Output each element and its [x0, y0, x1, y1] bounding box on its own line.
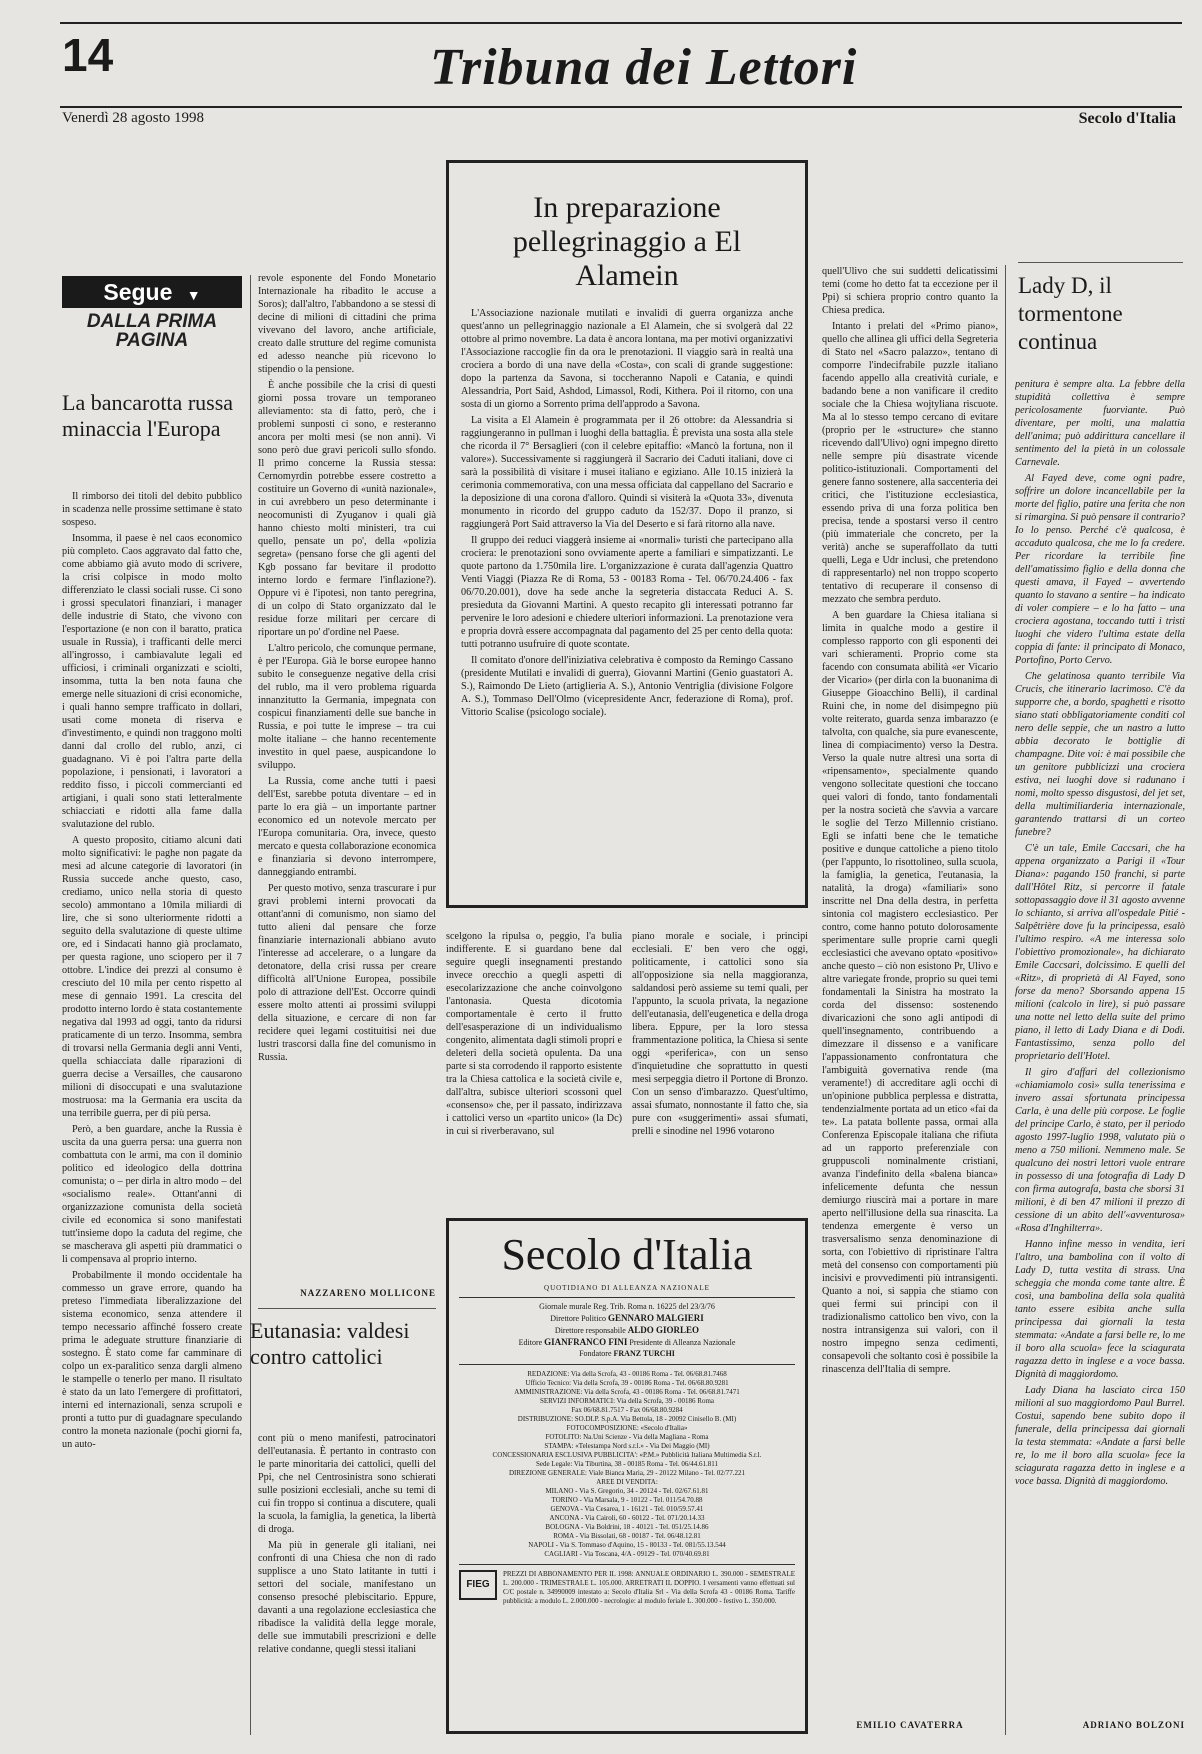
director-label: Direttore Politico	[550, 1314, 606, 1323]
responsible-name: ALDO GIORLEO	[627, 1325, 700, 1335]
imprint-detail-line: CAGLIARI - Via Toscana, 4/A - 09129 - Tel. 070/40.69.81	[544, 1550, 710, 1558]
paragraph: Il comitato d'onore dell'iniziativa celebrativa è composto da Remingo Cassano (presidente Mutilati e invalidi di guerra), Giovanni Martini (Genio guastatori A. S.), Raimondo De Lieto (artiglieria A. S.), Antonio Ventriglia (divisione Folgore A. S.), Tommaso Dell'Olmo (vicepresidente Ancr, federazione di Roma), prof. Vittorio Scalise (psicologo sociale).	[461, 655, 793, 718]
paragraph: Ma più in generale gli italiani, nei confronti di una Chiesa che non di rado supplisce a uno Stato latitante in tutti i settori del sociale, manifestano un consenso presoché plebiscitario. Eppure, davanti a una regolazione ecclesiastica che ribadisce la validità della legge morale, delle sue immutabili prescrizioni e delle relative condanne, quegli stessi italiani	[258, 1540, 436, 1655]
paragraph: revole esponente del Fondo Monetario Internazionale ha ribadito le accuse a Soros); dall'altro, l'abbandono a se stessi di decine di milioni di cittadini che prima vivevano del lavoro, anche artificiale, creato dalle strutture del regime comunista ed adesso neanche più ricevono lo stipendio o la pensione.	[258, 273, 436, 375]
founder-label: Fondatore	[579, 1349, 612, 1358]
paragraph: Il gruppo dei reduci viaggerà insieme ai «normali» turisti che partecipano alla crociera: le prenotazioni sono ovviamente aperte a familiari e simpatizzanti. Le quote partono da 1.750mila lire. L'organizzazione è curata dall'agenzia Quattro Venti Viaggi (Piazza Re di Roma, 53 - 00183 Roma - Tel. 06/70.24.406 - fax 06/70.20.001), dove ha sede anche la segreteria distaccata Reduci A. S. presieduta da Giovanni Martini. A questo recapito gli interessati potranno far pervenire le loro adesioni e chiedere ulteriori informazioni. La prenotazione vera e propria dovrà essere accompagnata dal pagamento del 25 per cento della quota: tutti potranno usufruire di quote scontate.	[461, 535, 793, 650]
column-divider	[1005, 265, 1006, 1735]
imprint-detail-line: STAMPA: «Telestampa Nord s.r.l.» - Via Dei Maggio (MI)	[544, 1442, 710, 1450]
pilgrimage-headline: In preparazione pellegrinaggio a El Alamein	[512, 191, 742, 292]
imprint-detail-line: REDAZIONE: Via della Scrofa, 43 - 00186 Roma - Tel. 06/68.81.7468	[527, 1370, 727, 1378]
imprint-subtitle: QUOTIDIANO DI ALLEANZA NAZIONALE	[544, 1284, 710, 1292]
paragraph: quell'Ulivo che sui suddetti delicatissimi temi (come ho detto fat ta eccezione per il Ppi) si schiera proprio contro quanto la Chiesa predica.	[822, 266, 998, 316]
paragraph: L'altro pericolo, che comunque permane, è per l'Europa. Già le borse europee hanno subito le conseguenze negative della crisi del rublo, ma il vero problema riguarda innanzitutto la Germania, impegnata con cospicui finanziamenti delle sue banche in Russia, e poi tutte le imprese – tra cui molte italiane – che hanno recentemente investito in quel paese, auspicandone lo sviluppo.	[258, 643, 436, 771]
imprint-detail-line: Ufficio Tecnico: Via della Scrofa, 39 - 00186 Roma - Tel. 06/68.80.9281	[525, 1379, 729, 1387]
paragraph: Lady Diana ha lasciato circa 150 milioni al suo maggiordomo Paul Burrel. Costui, sapendo bene subito dopo il funerale, della principessa dai giornali la testa stemmata: «Andate a farsi belle re, lo me il boro alla scuola» fece la sciagurata ragazza detto in inglese e a voce bassa. Dignità di maggiordomo.	[1015, 1385, 1185, 1487]
paragraph: Intanto i prelati del «Primo piano», quello che allinea gli uffici della Segreteria di Stato nel «Sacro palazzo», tentano di comporre l'indecifrabile puzzle italiano facendo appello alla creatività curiale, e badando bene a non vanificare il credito sociale che la Chiesa wojtyliana riscuote. Ma al lo stesso tempo cercano di evitare (proprio per le «structure» che stanno ricevendo dall'Ulivo) ogni impegno diretto nelle sempre più disastrate vicende politico-istituzionali. Comportamenti del genere fanno sostenere, alla saccenteria dei critici, che l'istituzione ecclesiastica, essendo priva di una forza politica ben precisa, tende a spostarsi verso il centro (più immateriale che concreto, per la verità) anche se superaffollato da tutti quelli, Lega e Udr inclusi, che pretendono di rappresentarlo) nel non troppo scoperto tentativo di recuperare il consenso di mezzato che sembra perduto.	[822, 321, 998, 605]
imprint-divider	[459, 1364, 795, 1365]
publisher-label: Editore	[518, 1338, 543, 1347]
top-rule	[60, 22, 1182, 24]
imprint-director	[459, 1313, 795, 1324]
byline: ADRIANO BOLZONI	[1082, 1720, 1185, 1730]
paper-name: Secolo d'Italia	[1078, 110, 1176, 127]
eutanasia-column	[258, 1432, 436, 1737]
dateline: Venerdì 28 agosto 1998	[62, 110, 205, 126]
russia-column-2	[258, 272, 436, 1282]
segue-label	[62, 276, 242, 308]
paragraph: Insomma, il paese è nel caos economico più completo. Caos aggravato dal fatto che, come abbiamo già avuto modo di scrivere, la crisi colpisce in modo molto differenziato le classi sociali russe. Ci sono i grossi speculatori finanziari, i manager delle industrie di Stato, che vivono con l'esportazione (e non con il baratto, pratica usuale in Russia), i trafficanti delle merci all'ingrosso, i cambiavalute legali ed ufficiosi, i criminali organizzati e sciolti, insomma, tutta la ben nota fauna che emerge nelle situazioni di crisi economiche, i quali hanno sempre trafficato in dollari, usati come moneta di riserva e d'investimento, e quindi non traggono molti danni dal crollo del rublo, anzi, ci guadagnano. Vi è poi l'altra parte della popolazione, i pensionati, i lavoratori a reddito fisso, i piccoli commercianti ed artigiani, i quali sono stati letteralmente schiacciati e ridotti alla fame dalla svalutazione del rublo.	[62, 533, 242, 830]
paragraph: Al Fayed deve, come ogni padre, soffrire un dolore incancellabile per la morte del figlio, patire una ferita che non si rimargina. Si può pensare il contrario? Io lo penso. Perché c'è qualcosa, è accaduto qualcosa, che me lo fa credere. Per ricordare la terribile fine dell'amatissimo figlio e della donna che questi amava, il Fayed – avvertendo quanto lo stavano a sentire – ha indicato di voler compiere – e lo ha fatto – una crociera agostana, toccando tutti i tristi luoghi che videro l'ultima estate della coppia di fante: il principato di Monaco, Portofino, Porto Cervo.	[1015, 473, 1185, 666]
responsible-label: Direttore responsabile	[554, 1326, 626, 1335]
imprint-divider	[459, 1564, 795, 1565]
paragraph: Il rimborso dei titoli del debito pubblico in scadenza nelle prossime settimane è stato sospeso.	[62, 491, 242, 528]
paragraph: C'è un tale, Emile Caccsari, che ha appena organizzato a Parigi il «Tour Diana»: pagando 150 franchi, si parte dall'Hôtel Ritz, si percorre il fatale sottopassaggio dove il 31 agosto avvenne lo schianto, si arriva all'ospedale Pitié - Salpêtrière dove fu la principessa, esalò l'ultimo respiro. «A me interessa solo l'obiettivo promozionale», ha dichiarato Emile Caccsari, dolcissimo. E quelli del «Ritz», di proprietà di Al Fayed, sono forse da meno? Sborsando appena 15 milioni (calcolo in lire), si può passare una notte nel letto della suite del primo piano, il letto di Lady Diana e di Dodi. Fantastissimo, senza pollo del proprietario dell'Hotel.	[1015, 843, 1185, 1062]
paragraph: Hanno infine messo in vendita, ieri l'altro, una bambolina con il volto di Lady D, tutta vestita di strass. Una scheggia che monda come tante altre. È così, una bambolina della sola qualità tanto essere esibita anche sulla principessa dai giornali la testa stemmata: «Andate a farsi belle re, lo me il boro alla scuola» fece la sciagurata ragazza detto in inglese e a voce bassa. Dignità di maggiordomo.	[1015, 1239, 1185, 1380]
eutanasia-headline: Eutanasia: valdesi contro cattolici	[250, 1318, 410, 1369]
paragraph: Probabilmente il mondo occidentale ha commesso un grave errore, quando ha preteso l'immediata liberalizzazione del sistema economico, senza attendere il tempo necessario affinché fossero create prima le adeguate strutture finanziarie di sostegno. È stato come far camminare di colpo un ex-paralitico senza dargli almeno le stampelle o tenerlo per mano. Il risultato è stato da un lato l'emergere di profittatori, interni ed internazionali, senza scrupoli e pronti a tutto pur di guadagnare speculando contro la moneta nazionale (pochi giorni fa, un auto-	[62, 1270, 242, 1450]
column-divider	[250, 275, 251, 1735]
imprint-divider	[459, 1297, 795, 1298]
imprint-detail-line: ROMA - Via Bissolati, 68 - 00187 - Tel. 06/48.12.81	[553, 1532, 701, 1540]
chiesa-column-a	[446, 930, 622, 1200]
imprint-details	[459, 1370, 795, 1559]
russia-column-1	[62, 490, 242, 1740]
imprint-responsible	[459, 1325, 795, 1336]
ladyd-headline: Lady D, il tormentone continua	[1018, 273, 1123, 354]
imprint-detail-line: DISTRIBUZIONE: SO.DI.P. S.p.A. Via Bettola, 18 - 20092 Cinisello B. (MI)	[517, 1415, 737, 1423]
imprint-detail-line: DIREZIONE GENERALE: Viale Bianca Maria, 29 - 20122 Milano - Tel. 02/77.221	[508, 1469, 745, 1477]
chevron-down-icon: ▼	[186, 287, 201, 303]
paragraph: penitura è sempre alta. La febbre della stupidità collettiva è sempre pericolosamente fuorviante. Può diventare, per molti, una malattia dell'anima; può addirittura cancellare il sentimento del la pietà in un colossale Carnevale.	[1015, 379, 1185, 468]
imprint-registration: Giornale murale Reg. Trib. Roma n. 16225 del 23/3/76	[539, 1302, 715, 1311]
paragraph: scelgono la ripulsa o, peggio, l'a bulia indifferente. E si guardano bene dal seguire quegli insegnamenti prestando invece orecchio a quegli aspetti di esecolarizzazione che anche coinvolgono l'antonasia. Questa dicotomia comportamentale è certo il frutto dell'esasperazione di un individualismo congenito, alimentata dagli stimoli propri e deleteri della società opulenta. Da una parte si sta corrodendo il rapporto esistente tra la Chiesa cattolica e la società civile e, dall'altra, subisce ulteriori scossoni quel «consenso» che, per il passato, indirizzava i cattolici verso un «partito unico» (la Dc) in cui si riverberavano, sul	[446, 931, 622, 1137]
page-number: 14	[62, 29, 114, 81]
imprint-detail-line: BOLOGNA - Via Boldrini, 18 - 40121 - Tel. 051/25.14.86	[545, 1523, 709, 1531]
imprint-title: Secolo d'Italia	[501, 1230, 753, 1279]
imprint-fine-print: PREZZI DI ABBONAMENTO PER IL 1998: ANNUALE ORDINARIO L. 390.000 - SEMESTRALE L. 200.000 - TRIMESTRALE L. 105.000. ARRETRATI IL DOPPIO. I versamenti vanno effettuati sul C/C postale n. 34990009 intestato a: Secolo d'Italia Srl - Via della Scrofa 43 - 00186 Roma. Tariffe pubblicità: a modulo L. 2.000.000 - necrologie: al modulo feriale L. 300.000 - festivo L. 350.000.	[503, 1570, 795, 1605]
imprint-detail-line: NAPOLI - Via S. Tommaso d'Aquino, 15 - 80133 - Tel. 081/55.13.544	[528, 1541, 726, 1549]
imprint-detail-line: ANCONA - Via Cairoli, 60 - 60122 - Tel. 071/20.14.33	[549, 1514, 705, 1522]
publisher-name: GIANFRANCO FINI	[544, 1337, 628, 1347]
imprint-detail-line: Fax 06/68.81.7517 - Fax 06/68.80.9284	[571, 1406, 683, 1414]
paragraph: cont più o meno manifesti, patrocinatori dell'eutanasia. È pertanto in contrasto con le parte minoritaria dei cattolici, quelli del Ppi, che nel Centrosinistra sono schierati sulle posizioni ecclesiali, anche su temi di cui fin troppo si continua a discutere, quali la scuola, la famiglia, la genetica, la libertà di droga.	[258, 1433, 436, 1535]
segue-text: Segue	[103, 279, 173, 305]
imprint-detail-line: TORINO - Via Marsala, 9 - 10122 - Tel. 011/54.70.88	[551, 1496, 703, 1504]
director-name: GENNARO MALGIERI	[608, 1313, 704, 1323]
paragraph: A ben guardare la Chiesa italiana si limita in qualche modo a gestire il complesso rapporto con gli esponenti dei vari schieramenti. Proprio come sta facendo con consumata abilità «er Vicario der Vicario» (per dirla con la buonanima di Giuseppe Gioacchino Belli), il cardinal Ruini che, in nome del disimpegno più volte reiterato, guarda senza imbarazzo (e talvolta, con qualche, sia pure evanescente, linea di compiacimento) verso la Destra. Verso la quale nutre altresì una sorta di «ripensamento», specialmente quando vengono sollecitate questioni che toccano quei valori di fondo, tanto fondamentali per la nostra società che s'avvia a varcare le soglie del Terzo Millennio cristiano. Egli se infatti bene che le tematiche positive e dunque cattoliche a pieno titolo (per l'appunto, lo risottolineo, sulla scuola, la famiglia, la genetica, l'eutanasia, la natalità, la droga) «familiari» sono inscritte nel Dna della destra, in perfetta sintonia col magistero ecclesiastico. Per contro, come hanno potuto dolorosamente sperimentare sulle proprie carni quegli ecclesiastici che avevano optato «positivo» anche questo – ciò non esistono Pr, Ulivo e altre variegate fronde, proprio su quei temi fondamentali la Sinistra ha mostrato la corda del dissenso: sostenendo divaricazioni che sono agli antipodi di quell'insegnamento, contribuendo a dimezzare il dissenso e a vanificare l'appassionamento confrontatura che l'ambiguità governativa rende (ma veramente!) di accreditare agli occhi di un'opinione pubblica perplessa e distratta, tendenzialmente portata ad un etico «fai da te». La patata bollente passa, ormai alla Conferenza Episcopale italiana che rifiuta ad un rapporto preferenziale con gruppuscoli nominalmente cristiani, avanza l'indefinito della «balena bianca» infelicemente defunta che nessun demiurgo riuscirà mai a portare in mare aperto nell'illusione della sua rinascita. La tendenza emergente è verso un trasversalismo senza denominazione di sorta, con l'obiettivo di ripristinare l'altra metà del consenso con comportamenti più incisivi e provvedimenti più intransigenti. Quanto a noi, si sappia che stiamo con quei fermi sui principi con il tradizionalismo cattolico ben vivo, con la nostra intransigenza sui valori, con il nostro impegno senza cedimenti, consapevoli che soltanto così è possibile la rinascenza dell'Italia di sempre.	[822, 610, 998, 1375]
paragraph: Che gelatinosa quanto terribile Via Crucis, che itinerario lacrimoso. C'è da supporre che, a bordo, spaghetti e risotto siano stati obbligatoriamente conditi col nero delle seppie, che un nastro a lutto abbia decorato le bottiglie di champagne. Dite voi: è mai possibile che un genitore pubblicizzi una crociera estiva, nei luoghi dove si radunano i nomi, molto spesso disgustosi, del jet set, della multimiliarderia internazionale, garantendo trattarsi di un corteo funebre?	[1015, 671, 1185, 838]
imprint-detail-line: GENOVA - Via Cesarea, 1 - 16121 - Tel. 010/59.57.41	[550, 1505, 704, 1513]
imprint-publisher	[459, 1337, 795, 1348]
publisher-role: Presidente di Alleanza Nazionale	[629, 1338, 736, 1347]
imprint-founder	[459, 1349, 795, 1359]
pilgrimage-text	[461, 307, 793, 877]
paragraph: A questo proposito, citiamo alcuni dati molto significativi: le paghe non pagate da mesi ad alcune categorie di lavoratori (in Russia succede anche questo, caso, crediamo, unico nella storia di questo secolo) ammontano a 10mila miliardi di lire, che si sono ulteriormente ridotti a seguito della svalutazione di queste ultime ore, ed i Sindacati hanno già proclamato, per questa ragione, uno sciopero per il 7 ottobre. L'indice dei prezzi al consumo è cresciuto del 10 mila per cento rispetto al mese di gennaio 1991. La crescita del prodotto interno lordo è stata costantemente negativa dal 1993 ad oggi, tanto da ridursi praticamente di un terzo. Insomma, sembra di trovarsi nella Germania degli anni Venti, quella schiacciata dalle riparazioni di guerra decise a Versailles, che causarono milioni di disoccupati e una svalutazione mostruosa: ma la Germania era uscita da una terribile guerra, per di più persa.	[62, 835, 242, 1119]
imprint-box	[446, 1218, 808, 1734]
section-title: Tribuna dei Lettori	[430, 39, 858, 96]
paragraph: L'Associazione nazionale mutilati e invalidi di guerra organizza anche quest'anno un pellegrinaggio nazionale a El Alamein, che si svolgerà dal 22 ottobre al primo novembre. La data è ancora lontana, ma per motivi organizzativi l'Associazione raccoglie fin da ora le prenotazioni. Il viaggio sarà in realtà una crociera a bordo di una nave della «Costa», con scali di grande suggestione: dopo la partenza da Savona, si toccheranno Napoli e Catania, e quindi Alessandria, Port Said, Ashdod, Limassol, Rodi, Kithera. Poi il ritorno, con una sosta di un giorno a Sorrento prima dell'approdo a Savona.	[461, 308, 793, 410]
paragraph: Per questo motivo, senza trascurare i pur gravi problemi interni provocati da ottant'anni di comunismo, non siamo del tutto alieni dal pensare che forze finanziarie internazionali abbiano avuto l'interesse ad accelerare, o a lungare da detonatore, della crisi russa per creare difficoltà all'Unione Europea, possibile polo di attrazione dell'Est. Occorre quindi essere molto attenti ai prossimi sviluppi della situazione, e cercare di non far recidere quei legami costituitisi nei due lustri trascorsi dalla fine del comunismo in Russia.	[258, 883, 436, 1063]
imprint-footer	[459, 1570, 795, 1606]
paragraph: La Russia, come anche tutti i paesi dell'Est, sarebbe potuta diventare – ed in parte lo era già – un importante partner economico ed un notevole mercato per l'Europa comunitaria. Ora, invece, questo mercato e questa collaborazione economica e finanziaria si devono interrompere, danneggiando entrambi.	[258, 776, 436, 878]
imprint-detail-line: FOTOCOMPOSIZIONE: «Secolo d'Italia»	[566, 1424, 688, 1432]
ladyd-column	[1015, 378, 1185, 1713]
imprint-detail-line: Sede Legale: Via Tiburtina, 38 - 00185 Roma - Tel. 06/44.61.811	[535, 1460, 719, 1468]
founder-name: FRANZ TURCHI	[613, 1349, 675, 1358]
chiesa-column-b	[632, 930, 808, 1200]
header-rule	[60, 106, 1182, 108]
paragraph: Però, a ben guardare, anche la Russia è uscita da una guerra persa: una guerra non combattuta con le armi, ma con il dominio politico ed ideologico della dottrina comunista; o – per dirla in altro modo – del «socialismo reale». Ottant'anni di organizzazione comunista della società civile ed economica si sono manifestati tutt'insieme dopo la caduta del regime, che se mascherava gli aspetti più drammatici o li compensava al proprio interno.	[62, 1124, 242, 1265]
imprint-detail-line: AREE DI VENDITA:	[596, 1478, 658, 1486]
imprint-detail-line: FOTOLITO: Na.Uni Scienze - Via della Magliana - Roma	[545, 1433, 709, 1441]
byline: EMILIO CAVATERRA	[856, 1720, 964, 1730]
chiesa-column-c	[822, 265, 998, 1713]
article-divider	[258, 1308, 436, 1309]
russia-headline: La bancarotta russa minaccia l'Europa	[62, 390, 234, 441]
byline: NAZZARENO MOLLICONE	[300, 1288, 436, 1298]
paragraph: Il giro d'affari del collezionismo «chiamiamolo così» sulla tenerissima e invero assai sfortunata principessa Carla, è una delle più corpose. Le foglie del principe Carlo, è stato, per il periodo agosto 1997-luglio 1998, valutato più o meno a 750 milioni. Nemmeno male. Se qualcuno dei nostri lettori vuole entrare in possesso di una fotografia di Lady D con firma autografa, basta che sborsi 31 milioni, è di ben 47 milioni il prezzo di cessione di un abito dell'«avventurosa» «Rosa d'Inghilterra».	[1015, 1067, 1185, 1234]
imprint-detail-line: MILANO - Via S. Gregorio, 34 - 20124 - Tel. 02/67.61.81	[545, 1487, 709, 1495]
paragraph: piano morale e sociale, i principi ecclesiali. E' ben vero che oggi, politicamente, i cattolici sono sia all'opposizione sia nella maggioranza, saldandosi però assieme su temi quali, per l'appunto, la scuola privata, la negazione dell'eutanasia, dell'eugenetica e della droga libera. Eppure, per la loro stessa frammentazione politica, la Chiesa si sente oggi «periferica», con un senso d'inquietudine che soprattutto in questi mesi serpeggia dietro il Portone di Bronzo. Con un senso d'imbarazzo. Quest'ultimo, assai sfumato, nonnostante il fatto che, sia pure con «suggerimenti» assai sfumati, prelli e sinodine nel 1996 votarono	[632, 931, 808, 1137]
pilgrimage-box	[446, 160, 808, 908]
fieg-logo: FIEG	[459, 1570, 497, 1600]
paragraph: È anche possibile che la crisi di questi giorni possa trovare un temporaneo alleviamento: sta di fatto, però, che i problemi sunposti ci sono, e resteranno ancora per molti mesi (se non anni). Vi sono però due gravi pericoli sullo sfondo. Il primo concerne la Russia stessa: Cernomyrdin potrebbe essere costretto a costituire un Governo di «unità nazionale», in cui avrebbero un peso determinante i neocomunisti di Zyuganov i quali già hanno chiesto molti ministeri, tra cui quello, pensate un po', della «polizia segreta» (pensano forse che gli agenti del Kgb possano far bevitare il prodotto interno lordo e fermare l'inflazione?). Oppure vi è l'ipotesi, non tanto peregrina, di un colpo di Stato organizzato dal le residue forze militari per cercare di riportare un po' d'ordine nel Paese.	[258, 380, 436, 638]
imprint-detail-line: CONCESSIONARIA ESCLUSIVA PUBBLICITA': «P.M.» Pubblicità Italiana Multimedia S.r.l.	[492, 1451, 762, 1459]
imprint-detail-line: AMMINISTRAZIONE: Via della Scrofa, 43 - 00186 Roma - Tel. 06/68.81.7471	[514, 1388, 740, 1396]
paragraph: La visita a El Alamein è programmata per il 26 ottobre: da Alessandria si raggiungeranno in pullman i luoghi della battaglia. È prevista una sosta alla stele che ricorda il 7° Bersaglieri (con il celebre epitaffio: «Mancò la fortuna, non il valore»). Successivamente si raggiungerà il Sacrario dei Caduti italiani, dove ci sarà la possibilità di visitare i musei italiano e egiziano. Alle 10.15 inizierà la cerimonia commemorativa, con una messa officiata dal cappellano del Sacrario e la deposizione di una corona d'alloro. Quindi si visiterà la «Quota 33», divenuta monumento in ricordo del gruppo caduto da 152/37. Dopo il pranzo, si raggiungerà Port Said attraverso la Via del Deserto e si farà ritorno alla nave.	[461, 415, 793, 530]
imprint-detail-line: SERVIZI INFORMATICI: Via della Scrofa, 39 - 00186 Roma	[539, 1397, 715, 1405]
from-front-page: DALLA PRIMA PAGINA	[86, 311, 218, 351]
article-divider	[1018, 262, 1183, 263]
